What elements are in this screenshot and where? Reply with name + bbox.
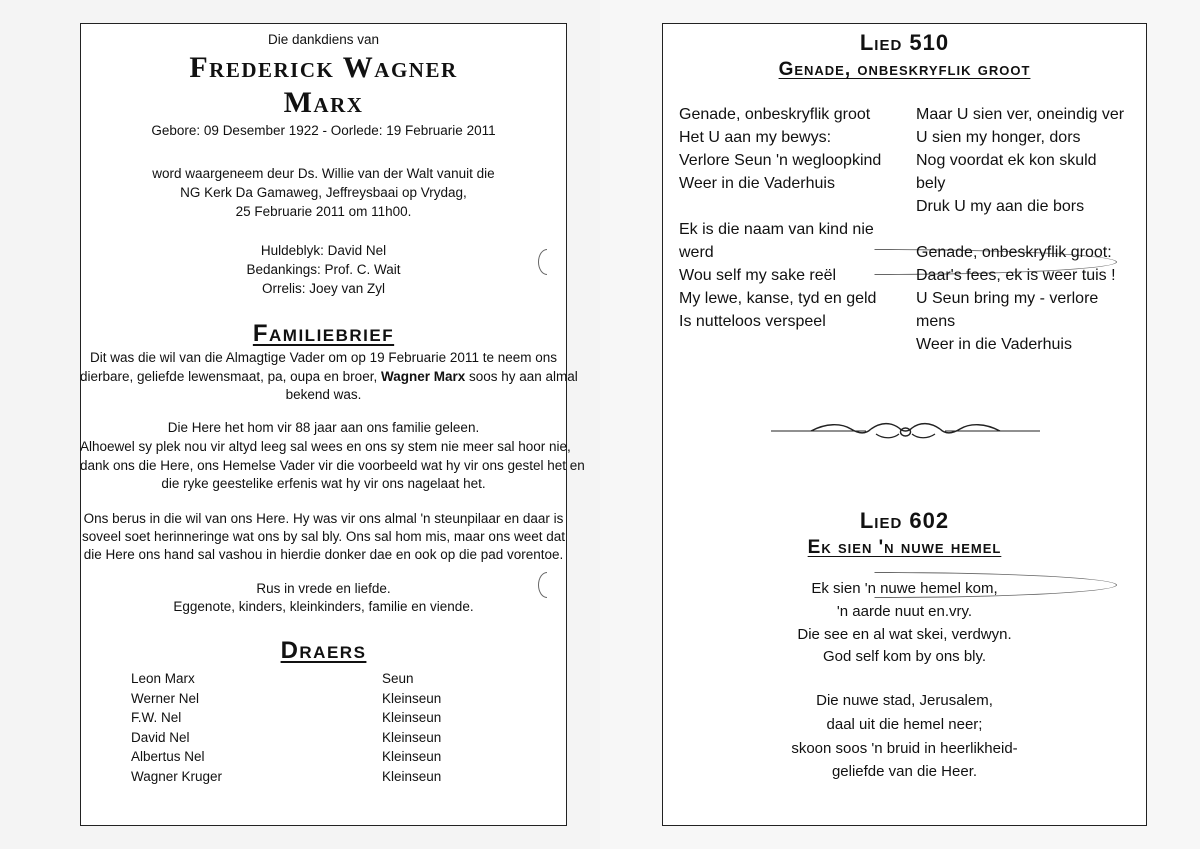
bearer-relation: Kleinseun — [382, 710, 442, 725]
bearer-row — [131, 669, 462, 689]
verse-line: Het U aan my bewys: — [679, 129, 832, 146]
bearer-row — [131, 767, 462, 787]
verse-line: Maar U sien ver, oneindig ver — [916, 106, 1125, 123]
verse-line: Genade, onbeskryflik groot — [679, 106, 871, 123]
song2-line: geliefde van die Heer. — [831, 763, 978, 780]
letter-p1-line1: Dit was die wil van die Almagtige Vader om op 19 Februarie 2011 te neem ons — [89, 350, 557, 365]
song2-line: daal uit die hemel neer; — [826, 716, 983, 733]
bearer-relation: Kleinseun — [382, 729, 442, 745]
verse-spacer — [916, 218, 1124, 241]
song1-column-2 — [916, 103, 1124, 356]
closing-line2: Eggenote, kinders, kleinkinders, familie en viende. — [173, 599, 474, 614]
bearer-row — [131, 728, 462, 748]
service-line-1: word waargeneem deur Ds. Willie van der Walt vanuit die — [152, 166, 495, 181]
bearer-name: Wagner Kruger — [131, 768, 223, 784]
verse-line: Verlore Seun 'n wegloopkind — [679, 152, 882, 169]
letter-p2-line1: Die Here het hom vir 88 jaar aan ons familie geleen. — [167, 420, 480, 435]
birth-death-dates: Gebore: 09 Desember 1922 - Oorlede: 19 Februarie 2011 — [151, 123, 496, 138]
role-thanks: Bedankings: Prof. C. Wait — [246, 262, 401, 277]
letter-p2-line2: Alhoewel sy plek nou vir altyd leeg sal wees en ons sy stem nie meer sal hoor nie, — [80, 439, 571, 454]
deceased-name-line1: Frederick Wagner — [189, 51, 458, 84]
verse-line: My lewe, kanse, tyd en geld — [679, 290, 877, 307]
verse-line: mens — [916, 313, 956, 330]
intro-text: Die dankdiens van — [267, 32, 380, 47]
ornament-divider — [771, 420, 1040, 442]
verse-line: Genade, onbeskryflik groot: — [916, 244, 1112, 261]
letter-p3-line1: Ons berus in die wil van ons Here. Hy was vir ons almal 'n steunpilaar en daar is — [83, 511, 564, 526]
bearer-name: F.W. Nel — [131, 710, 182, 725]
verse-line: Daar's fees, ek is weer tuis ! — [916, 267, 1116, 284]
service-line-3: 25 Februarie 2011 om 11h00. — [235, 204, 412, 219]
bearer-name: Leon Marx — [131, 671, 195, 686]
bearer-row — [131, 689, 462, 709]
verse-line: Is nutteloos verspeel — [679, 313, 826, 330]
verse-line: U sien my honger, dors — [916, 129, 1081, 146]
deceased-name-line2: Marx — [283, 86, 364, 119]
verse-line: U Seun bring my - verlore — [916, 290, 1099, 307]
bearer-relation: Kleinseun — [382, 749, 442, 764]
bearer-name: David Nel — [131, 729, 190, 745]
letter-p3-line3: die Here ons hand sal vashou in hierdie donker dae en ook op die pad vorentoe. — [83, 547, 564, 562]
letter-p2-line4: die ryke geestelike erfenis wat hy vir ons nagelaat het. — [161, 476, 486, 491]
letter-p1-line2: dierbare, geliefde lewensmaat, pa, oupa en broer, Wagner Marx soos hy aan almal — [80, 369, 578, 384]
song2-line: 'n aarde nuut en.vry. — [836, 603, 973, 620]
bearers-list — [131, 669, 462, 786]
verse-line: werd — [679, 244, 714, 261]
service-line-2: NG Kerk Da Gamaweg, Jeffreysbaai op Vrydag, — [180, 185, 467, 200]
song2-line: Die nuwe stad, Jerusalem, — [816, 692, 993, 709]
verse-line: Weer in die Vaderhuis — [916, 336, 1072, 353]
letter-name-bold: Wagner Marx — [380, 369, 466, 384]
verse-line: Ek is die naam van kind nie — [679, 221, 874, 238]
song2-line: God self kom by ons bly. — [822, 648, 987, 665]
bearer-relation: Kleinseun — [382, 768, 442, 784]
bearer-name: Albertus Nel — [131, 749, 205, 764]
song2-line: Ek sien 'n nuwe hemel kom, — [811, 580, 998, 597]
song2-line: skoon soos 'n bruid in heerlikheid- — [791, 740, 1018, 757]
bearer-relation: Kleinseun — [382, 690, 442, 706]
verse-line: Wou self my sake reël — [679, 267, 837, 284]
role-tribute: Huldeblyk: David Nel — [260, 243, 387, 258]
verse-spacer — [679, 195, 881, 218]
draers-heading: Draers — [280, 637, 367, 664]
letter-p1-line3: bekend was. — [285, 387, 362, 402]
song2-title: Lied 602 — [859, 508, 950, 533]
role-organist: Orrelis: Joey van Zyl — [261, 281, 386, 296]
verse-line: Druk U my aan die bors — [916, 198, 1085, 215]
verse-line: Nog voordat ek kon skuld — [916, 152, 1097, 169]
song1-subtitle: Genade, onbeskryflik groot — [778, 59, 1031, 80]
verse-line: bely — [916, 175, 946, 192]
song2-subtitle: Ek sien 'n nuwe hemel — [807, 537, 1002, 558]
bearer-row — [131, 708, 462, 728]
bearer-relation: Seun — [382, 671, 414, 686]
song1-title: Lied 510 — [859, 30, 950, 55]
closing-line1: Rus in vrede en liefde. — [256, 581, 391, 596]
bearer-name: Werner Nel — [131, 690, 200, 706]
song1-column-1 — [679, 103, 881, 333]
letter-p3-line2: soveel soet herinneringe wat ons by sal bly. Ons sal hom mis, maar ons weet dat — [82, 529, 565, 544]
bearer-row — [131, 747, 462, 767]
familiebrief-heading: Familiebrief — [252, 320, 395, 347]
letter-p2-line3: dank ons die Here, ons Hemelse Vader vir die voorbeeld wat hy vir ons gestel het en — [80, 458, 585, 473]
verse-line: Weer in die Vaderhuis — [679, 175, 835, 192]
song2-line: Die see en al wat skei, verdwyn. — [797, 626, 1012, 643]
